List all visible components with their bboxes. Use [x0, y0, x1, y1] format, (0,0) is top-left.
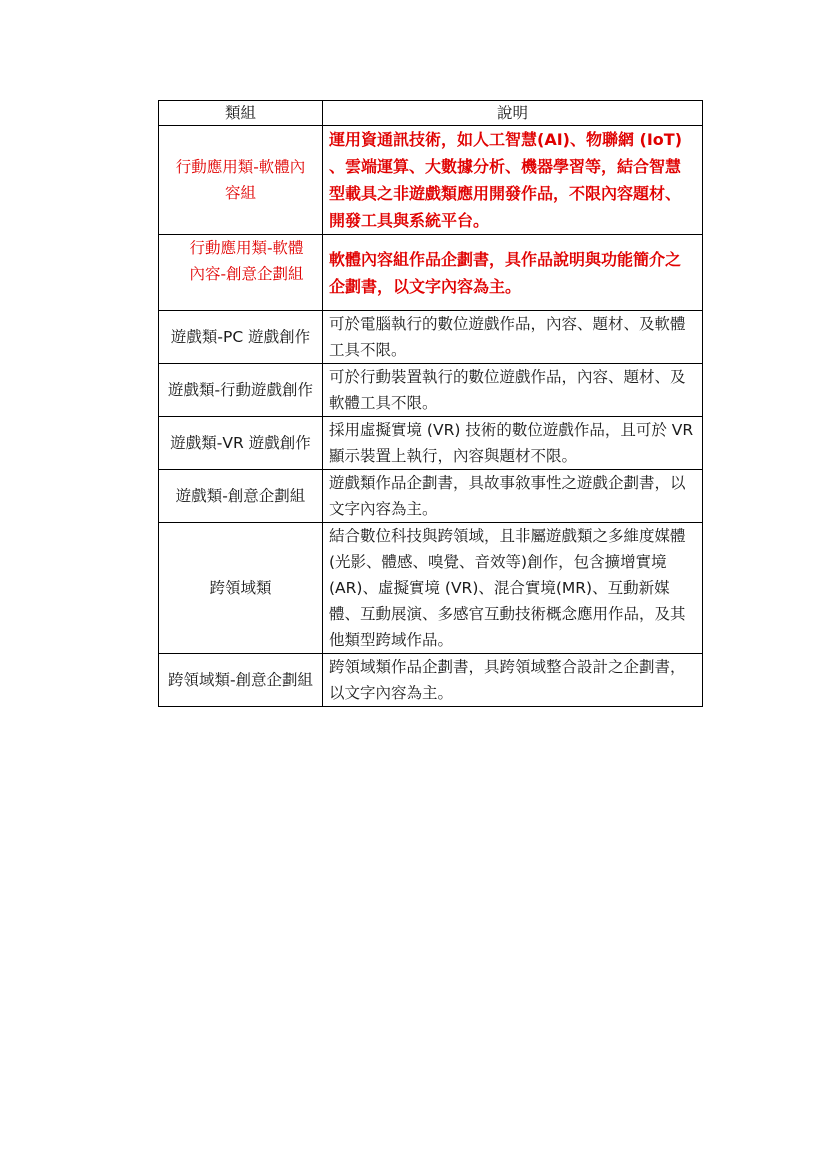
table-header-row [159, 101, 703, 126]
table-row [159, 654, 703, 707]
header-description: 說明 [323, 101, 703, 126]
table-row [159, 235, 703, 311]
table-row [159, 364, 703, 417]
description-cell: 跨領域類作品企劃書，具跨領域整合設計之企劃書，以文字內容為主。 [323, 654, 703, 707]
table-row [159, 523, 703, 654]
table-row [159, 417, 703, 470]
category-cell: 行動應用類-軟體內容-創意企劃組 [159, 235, 323, 311]
category-cell: 遊戲類-行動遊戲創作 [159, 364, 323, 417]
table-row [159, 311, 703, 364]
category-cell: 跨領域類 [159, 523, 323, 654]
description-cell: 採用虛擬實境 (VR) 技術的數位遊戲作品，且可於 VR 顯示裝置上執行，內容與題材不限。 [323, 417, 703, 470]
description-cell: 可於電腦執行的數位遊戲作品，內容、題材、及軟體工具不限。 [323, 311, 703, 364]
category-cell: 遊戲類-創意企劃組 [159, 470, 323, 523]
category-table [158, 100, 703, 707]
category-cell: 遊戲類-PC 遊戲創作 [159, 311, 323, 364]
header-category: 類組 [159, 101, 323, 126]
category-cell: 行動應用類-軟體內容組 [159, 126, 323, 235]
description-cell: 運用資通訊技術，如人工智慧(AI)、物聯網 (IoT) 、雲端運算、大數據分析、機器學習等，結合智慧型載具之非遊戲類應用開發作品，不限內容題材、開發工具與系統平台。 [323, 126, 703, 235]
description-cell: 可於行動裝置執行的數位遊戲作品，內容、題材、及軟體工具不限。 [323, 364, 703, 417]
table-row [159, 126, 703, 235]
table-row [159, 470, 703, 523]
description-cell: 結合數位科技與跨領域，且非屬遊戲類之多維度媒體 (光影、體感、嗅覺、音效等)創作，包含擴增實境 (AR)、虛擬實境 (VR)、混合實境(MR)、互動新媒體、互動展演、多感官互動技術概念應用作品，及其他類型跨域作品。 [323, 523, 703, 654]
description-cell: 軟體內容組作品企劃書，具作品說明與功能簡介之企劃書，以文字內容為主。 [323, 235, 703, 311]
category-cell: 跨領域類-創意企劃組 [159, 654, 323, 707]
category-cell: 遊戲類-VR 遊戲創作 [159, 417, 323, 470]
description-cell: 遊戲類作品企劃書，具故事敘事性之遊戲企劃書，以文字內容為主。 [323, 470, 703, 523]
